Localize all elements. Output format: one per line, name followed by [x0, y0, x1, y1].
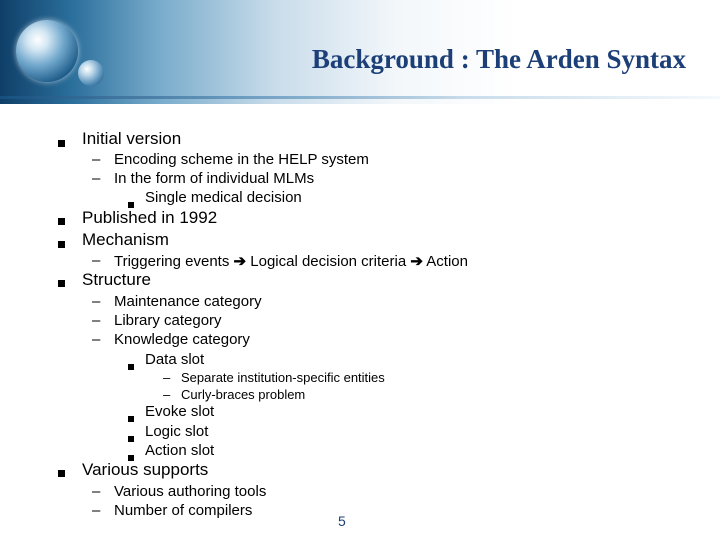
bullet-square-small-icon	[128, 357, 134, 375]
flow-action: Action	[426, 253, 468, 270]
bullet-structure: Structure	[82, 270, 151, 289]
small-globe-icon	[78, 60, 104, 86]
bullet-knowledge: Knowledge category	[114, 331, 250, 348]
bullet-square-small-icon	[128, 429, 134, 447]
bullet-individual-mlms: In the form of individual MLMs	[114, 170, 315, 187]
bullet-single-medical-decision: Single medical decision	[145, 189, 302, 206]
bullet-square-icon	[58, 134, 65, 152]
arrow-right-icon: ➔	[410, 253, 423, 270]
slide-title: Background : The Arden Syntax	[311, 44, 686, 74]
bullet-encoding-scheme: Encoding scheme in the HELP system	[114, 151, 369, 168]
mechanism-flow	[114, 252, 468, 270]
bullet-square-icon	[58, 212, 65, 230]
dash-icon: –	[92, 483, 101, 500]
flow-triggering: Triggering events	[114, 253, 230, 270]
bullet-logic-slot: Logic slot	[145, 423, 209, 440]
bullet-separate-entities: Separate institution-specific entities	[181, 370, 385, 385]
dash-icon: –	[92, 312, 101, 329]
bullet-mechanism: Mechanism	[82, 230, 169, 249]
bullet-square-icon	[58, 235, 65, 253]
bullet-initial-version: Initial version	[82, 129, 182, 148]
bullet-data-slot: Data slot	[145, 351, 205, 368]
dash-icon: –	[92, 170, 101, 187]
dash-icon: –	[163, 370, 171, 385]
dash-icon: –	[92, 502, 101, 519]
bullet-square-icon	[58, 274, 65, 292]
bullet-published: Published in 1992	[82, 208, 218, 227]
bullet-square-small-icon	[128, 409, 134, 427]
dash-icon: –	[163, 387, 171, 402]
bullet-library: Library category	[114, 312, 222, 329]
flow-criteria: Logical decision criteria	[250, 253, 407, 270]
bullet-square-icon	[58, 464, 65, 482]
bullet-curly-braces: Curly-braces problem	[181, 387, 306, 402]
bullet-evoke-slot: Evoke slot	[145, 403, 215, 420]
page-number: 5	[338, 513, 346, 529]
dash-icon: –	[92, 151, 101, 168]
bullet-maintenance: Maintenance category	[114, 293, 262, 310]
dash-icon: –	[92, 252, 101, 269]
bullet-various-supports: Various supports	[82, 460, 209, 479]
dash-icon: –	[92, 331, 101, 348]
arrow-right-icon: ➔	[233, 253, 247, 270]
bullet-action-slot: Action slot	[145, 442, 215, 459]
header-rule	[0, 96, 720, 99]
dash-icon: –	[92, 293, 101, 310]
bullet-authoring-tools: Various authoring tools	[114, 483, 267, 500]
bullet-compilers: Number of compilers	[114, 502, 253, 519]
globe-logo-icon	[16, 20, 78, 82]
